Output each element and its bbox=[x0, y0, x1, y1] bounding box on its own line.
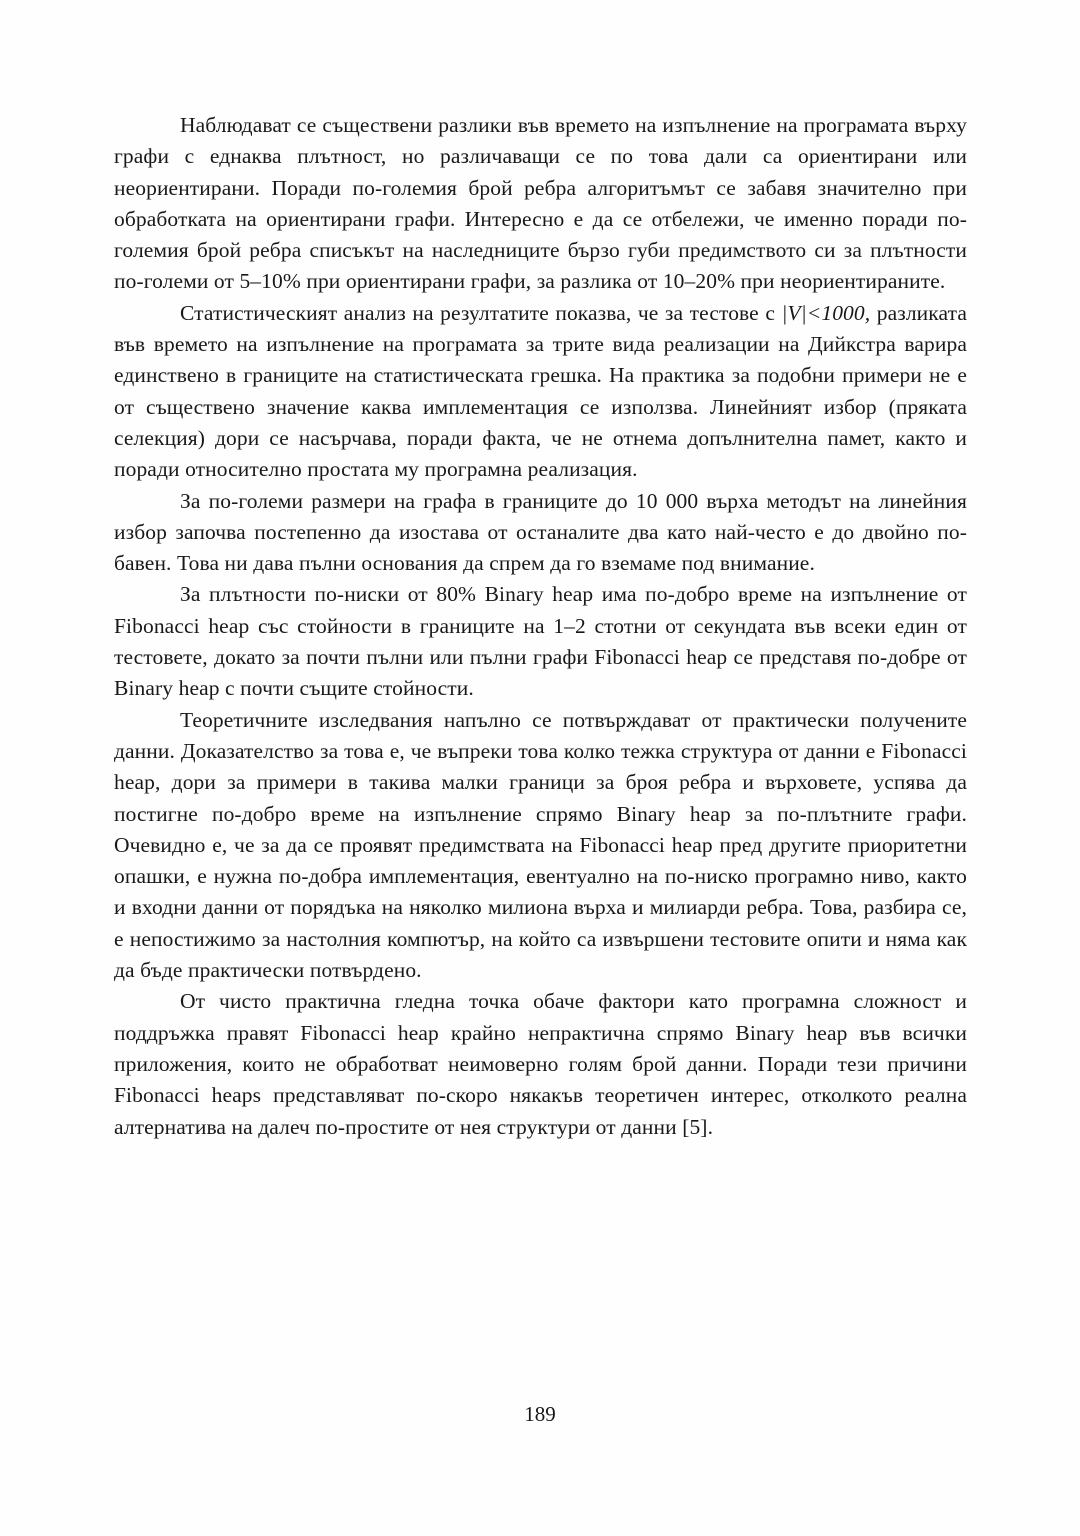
text-segment: За плътности по-ниски от 80% Binary heap има по-добро време на изпълнение от Fibonacci heap със стойности в границите на 1–2 стотни от секундата във всеки един от тестовете, докато за почти пълни или пълни графи Fibonacci heap се представя по-добре от Binary heap с почти същите стойности. bbox=[114, 582, 967, 701]
italic-text-segment: |V|<1000, bbox=[781, 300, 871, 325]
text-segment: Статистическият анализ на резултатите показва, че за тестове с bbox=[180, 300, 782, 325]
body-text bbox=[114, 110, 967, 1143]
paragraph-6 bbox=[114, 986, 967, 1142]
text-segment: разликата във времето на изпълнение на програмата за трите вида реализации на Дийкстра варира единствено в границите на статистическата грешка. На практика за подобни примери не е от съществено значение каква имплементация се използва. Линейният избор (пряката селекция) дори се насърчава, поради факта, че не отнема допълнителна памет, както и поради относително простата му програмна реализация. bbox=[114, 300, 967, 482]
text-segment: Наблюдават се съществени разлики във времето на изпълнение на програмата върху графи с еднаква плътност, но различаващи се по това дали са ориентирани или неориентирани. Поради по-големия брой ребра алгоритъмът се забавя значително при обработката на ориентирани графи. Интересно е да се отбележи, че именно поради по-големия брой ребра списъкът на наследниците бързо губи предимството си за плътности по-големи от 5–10% при ориентирани графи, за разлика от 10–20% при неориентираните. bbox=[114, 113, 967, 294]
paragraph-2 bbox=[114, 298, 967, 486]
text-segment: За по-големи размери на графа в границите до 10 000 върха методът на линейния избор започва постепенно да изостава от останалите два като най-често е до двойно по-бавен. Това ни дава пълни основания да спрем да го вземаме под внимание. bbox=[114, 488, 967, 576]
paragraph-3 bbox=[114, 486, 967, 580]
page-number: 189 bbox=[524, 1402, 556, 1426]
text-segment: Теоретичните изследвания напълно се потвърждават от практически получените данни. Доказателство за това е, че въпреки това колко тежка структура от данни е Fibonacci heap, дори за примери в такива малки граници за броя ребра и върховете, успява да постигне по-добро време на изпълнение спрямо Binary heap за по-плътните графи. Очевидно е, че за да се проявят предимствата на Fibonacci heap пред другите приоритетни опашки, е нужна по-добра имплементация, евентуално на по-ниско програмно ниво, както и входни данни от порядъка на няколко милиона върха и милиарди ребра. Това, разбира се, е непостижимо за настолния компютър, на който са извършени тестовите опити и няма как да бъде практически потвърдено. bbox=[114, 707, 967, 983]
paragraph-5 bbox=[114, 705, 967, 987]
paragraph-4 bbox=[114, 579, 967, 704]
text-segment: От чисто практична гледна точка обаче фактори като програмна сложност и поддръжка правят Fibonacci heap крайно непрактична спрямо Binary heap във всички приложения, които не обработват неимоверно голям брой данни. Поради тези причини Fibonacci heaps представляват по-скоро някакъв теоретичен интерес, отколкото реална алтернатива на далеч по-простите от нея структури от данни [5]. bbox=[114, 989, 967, 1139]
paragraph-1 bbox=[114, 110, 967, 298]
